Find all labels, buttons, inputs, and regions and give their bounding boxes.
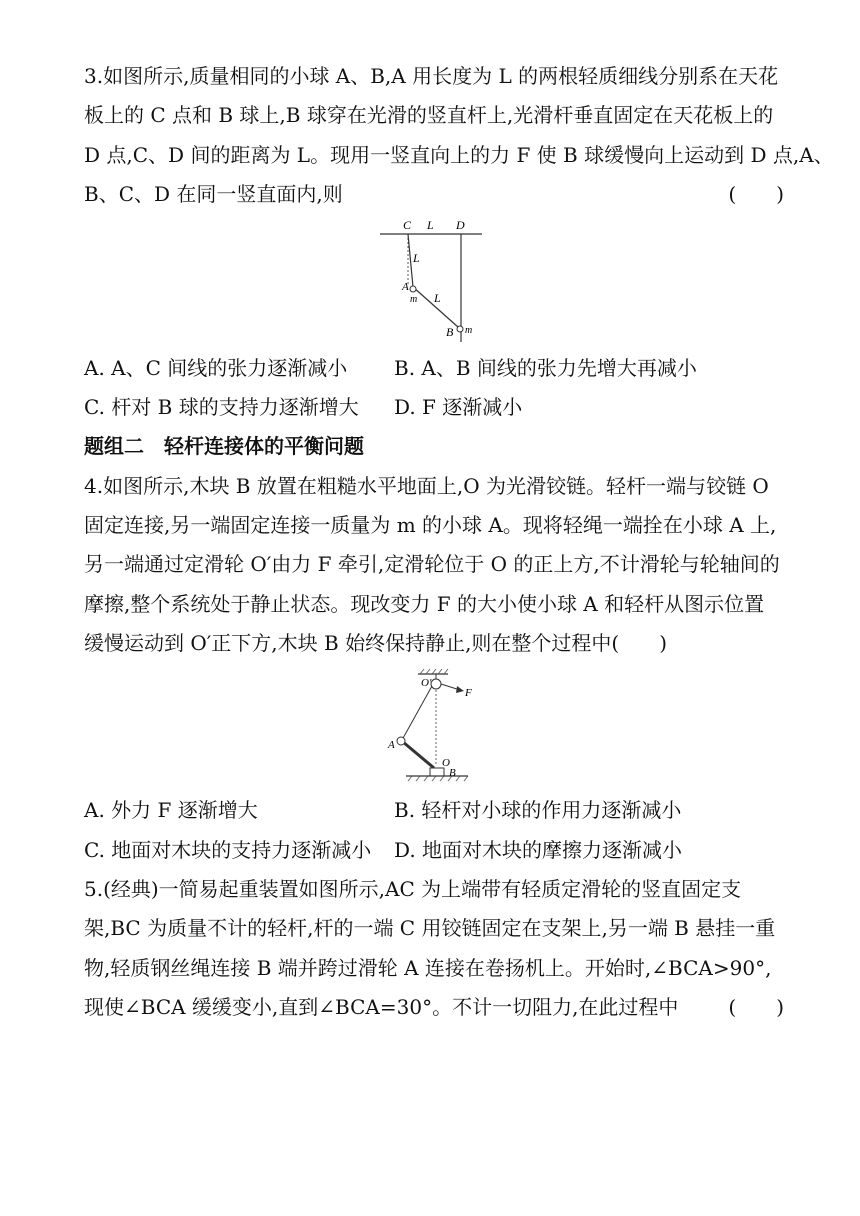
q3-label-L-lower: L — [434, 291, 441, 305]
q3-option-c: C. 杆对 B 球的支持力逐渐增大 — [84, 395, 359, 419]
q4-label-B: B — [449, 767, 456, 779]
q3-line-4 — [84, 180, 784, 208]
q3-option-b: B. A、B 间线的张力先增大再减小 — [394, 356, 697, 380]
q3-figure — [376, 214, 486, 344]
q5-line-4-text: 现使∠BCA 缓缓变小,直到∠BCA=30°。不计一切阻力,在此过程中 — [84, 995, 679, 1019]
q4-label-O: O — [442, 757, 450, 769]
q5-line-1: 5.(经典)一简易起重装置如图所示,AC 为上端带有轻质定滑轮的竖直固定支 — [84, 877, 742, 901]
q4-option-c: C. 地面对木块的支持力逐渐减小 — [84, 838, 372, 862]
q3-label-C: C — [403, 218, 412, 232]
q4-line-5: 缓慢运动到 O′正下方,木块 B 始终保持静止,则在整个过程中( ) — [84, 631, 668, 655]
q4-line-3: 另一端通过定滑轮 O′由力 F 牵引,定滑轮位于 O 的正上方,不计滑轮与轮轴间的 — [84, 552, 780, 576]
section-heading-group-2: 题组二 轻杆连接体的平衡问题 — [84, 434, 364, 458]
q3-line-2: 板上的 C 点和 B 球上,B 球穿在光滑的竖直杆上,光滑杆垂直固定在天花板上的 — [84, 103, 774, 127]
q3-label-mA: m — [410, 294, 418, 305]
q4-line-1: 4.如图所示,木块 B 放置在粗糙水平地面上,O 为光滑铰链。轻杆一端与铰链 O — [84, 474, 769, 498]
q3-option-d: D. F 逐渐减小 — [394, 395, 523, 419]
q3-option-a: A. A、C 间线的张力逐渐减小 — [84, 356, 348, 380]
q3-line-1: 3.如图所示,质量相同的小球 A、B,A 用长度为 L 的两根轻质细线分别系在天花 — [84, 64, 779, 88]
q3-label-L-upper: L — [413, 251, 420, 265]
q4-label-F: F — [465, 687, 472, 699]
q3-line-3: D 点,C、D 间的距离为 L。现用一竖直向上的力 F 使 B 球缓慢向上运动到 D 点,A、 — [84, 143, 834, 167]
q5-line-4 — [84, 993, 784, 1021]
q4-label-o-prime: O′ — [421, 677, 432, 689]
q3-label-A: A — [402, 281, 409, 293]
q5-line-3: 物,轻质钢丝绳连接 B 端并跨过滑轮 A 连接在卷扬机上。开始时,∠BCA>90°, — [84, 956, 772, 980]
q4-label-A: A — [388, 739, 395, 751]
q4-line-4: 摩擦,整个系统处于静止状态。现改变力 F 的大小使小球 A 和轻杆从图示位置 — [84, 592, 765, 616]
q3-answer-paren: ( ) — [728, 182, 784, 206]
q3-line-4-text: B、C、D 在同一竖直面内,则 — [84, 182, 343, 206]
q3-label-D: D — [456, 218, 465, 232]
q5-answer-paren: ( ) — [728, 995, 784, 1019]
q3-label-B: B — [446, 325, 454, 339]
q4-line-2: 固定连接,另一端固定连接一质量为 m 的小球 A。现将轻绳一端拴在小球 A 上, — [84, 513, 777, 537]
q5-line-2: 架,BC 为质量不计的轻杆,杆的一端 C 用铰链固定在支架上,另一端 B 悬挂一重 — [84, 916, 776, 940]
q4-figure — [376, 664, 486, 788]
q3-label-mB: m — [465, 325, 473, 336]
q4-option-d: D. 地面对木块的摩擦力逐渐减小 — [394, 838, 683, 862]
q4-option-a: A. 外力 F 逐渐增大 — [84, 798, 258, 822]
q3-label-L-top: L — [427, 218, 434, 232]
q4-option-b: B. 轻杆对小球的作用力逐渐减小 — [394, 798, 682, 822]
